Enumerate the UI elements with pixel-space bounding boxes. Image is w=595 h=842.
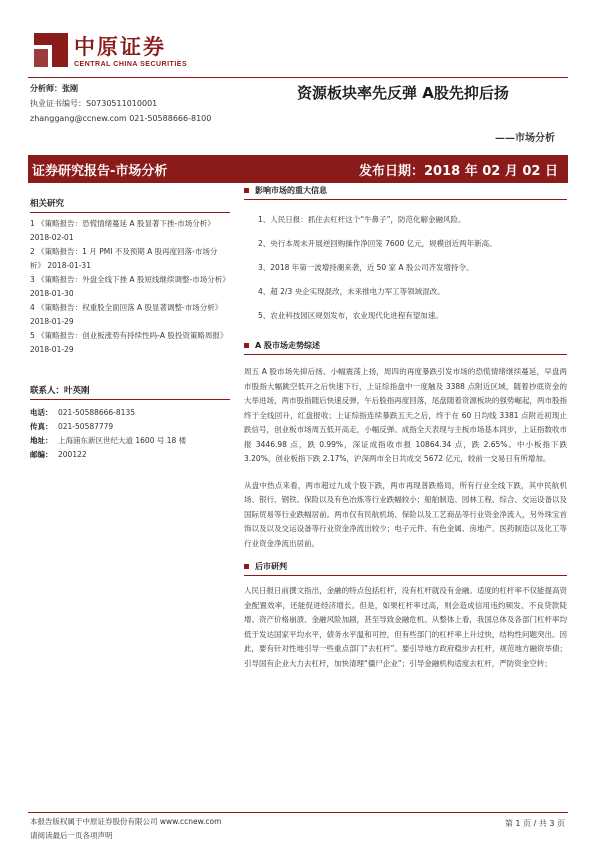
- paragraph: 人民日报日前撰文指出，金融的特点包括杠杆，没有杠杆就没有金融。适度的杠杆率不仅能提高资金配置效率，还能促进经济增长。但是，如果杠杆率过高，则会造成信用违约频发、不良贷款陡增、资产价格崩溃、金融风险加剧，甚至导致金融危机。从整体上看，我国总体及各部门杠杆率均低于发达国家平均水平，债务水平温和可控，但有些部门的杠杆率上升过快，结构性问题突出。因此，要有针对性地引导一些重点部门“去杠杆”。要引导地方政府稳步去杠杆，规范地方融资举债；引导国有企业大力去杠杆，加快清理“僵尸企业”；引导金融机构适度去杠杆，严防资金空转；: [244, 586, 567, 668]
- footer-notice: [30, 815, 221, 842]
- disclaimer-line: 请阅读最后一页各项声明: [30, 831, 113, 840]
- analyst-name: 张刚: [62, 84, 78, 93]
- report-type: 证券研究报告-市场分析: [32, 164, 168, 179]
- logo-text-en: CENTRAL CHINA SECURITIES: [74, 61, 188, 68]
- section-title: A 股市场走势综述: [255, 341, 320, 350]
- section-title: 影响市场的重大信息: [255, 186, 327, 195]
- report-banner: [28, 155, 568, 183]
- section-divider: [244, 354, 567, 355]
- list-item: 3、2018 年第一波增持潮来袭，近 50 家 A 股公司齐发增持令。: [258, 263, 474, 272]
- publish-date: 发布日期：2018 年 02 月 02 日: [359, 164, 558, 179]
- analyst-info: [30, 81, 230, 126]
- section-divider: [244, 199, 567, 200]
- section-bullet-icon: [244, 343, 249, 348]
- section-title: 后市研判: [255, 562, 287, 571]
- header-divider: [28, 77, 568, 78]
- major-info-list: [244, 214, 567, 334]
- analyst-contact: zhanggang@ccnew.com 021-50588666-8100: [30, 114, 212, 123]
- related-item: 2 《策略报告：1 月 PMI 不及预期 A 股再度回落-市场分析》 2018-01-31: [30, 247, 218, 270]
- list-item: 1、人民日报：抓住去杠杆这个“牛鼻子”，防范化解金融风险。: [258, 215, 466, 224]
- copyright-line: 本报告版权属于中原证券股份有限公司 www.ccnew.com: [30, 817, 222, 826]
- related-research-title: 相关研究: [30, 197, 230, 213]
- section-bullet-icon: [244, 564, 249, 569]
- list-item: 2、央行本周未开展逆回购操作净回笼 7600 亿元，规模创近两年新高。: [258, 239, 497, 248]
- related-item: 1 《策略报告：恐慌情绪蔓延 A 股显著下挫-市场分析》 2018-02-01: [30, 219, 215, 242]
- section-outlook: [244, 561, 567, 671]
- company-logo: [30, 27, 190, 75]
- analyst-name-line: 分析师：张刚: [30, 84, 78, 93]
- related-research: [30, 197, 230, 357]
- logo-mark-icon: [30, 27, 72, 71]
- related-item: 5 《策略报告：创业板涨势有持续性吗-A 股投资策略周报》 2018-01-29: [30, 331, 228, 354]
- analyst-cert: 执业证书编号：S0730511010001: [30, 99, 158, 108]
- contact-title: 联系人：叶英刚: [30, 384, 230, 400]
- contact-row: 邮编： 200122: [30, 450, 87, 459]
- contact-row: 地址： 上海浦东新区世纪大道 1600 号 18 楼: [30, 436, 187, 445]
- list-item: 4、超 2/3 央企实现混改，未来推电力军工等领域混改。: [258, 287, 445, 296]
- related-item: 4 《策略报告：权重股全面回落 A 股显著调整-市场分析》 2018-01-29: [30, 303, 223, 326]
- contact-row: 传真： 021-50587779: [30, 422, 114, 431]
- section-bullet-icon: [244, 188, 249, 193]
- report-title: 资源板块率先反弹 A股先抑后扬: [297, 84, 509, 102]
- contact-block: [30, 384, 230, 462]
- footer-divider: [28, 812, 568, 813]
- section-major-info: [244, 185, 567, 334]
- page-number: 第 1 页 / 共 3 页: [504, 819, 565, 828]
- main-content: [244, 185, 567, 671]
- section-divider: [244, 575, 567, 576]
- list-item: 5、农业科技园区规划发布，农业现代化进程有望加速。: [258, 311, 443, 320]
- related-item: 3 《策略报告：外盘全线下挫 A 股短线继续调整-市场分析》 2018-01-30: [30, 275, 230, 298]
- contact-row: 电话： 021-50588666-8135: [30, 408, 135, 417]
- section-market-review: [244, 340, 567, 551]
- paragraph: 周五 A 股市场先抑后扬、小幅震荡上扬，周四的再度暴跌引发市场的恐慌情绪继续蔓延，早盘两市股指大幅跳空低开之后快速下行，上证综指盘中一度触及 3388 点附近区域，随着抄底资金的大举进场，两市股指随后快速反弹，午后股指再度回落，尾盘随着资源板块的强势崛起，两市股指终于全线回升，红盘报收；上证综指连续暴跌五天之后，终于在 60 日均线 3381 点附近初现止跌信号，创业板市场周五低开高走，小幅反弹。成指全天表现与主板市场基本同步，上证指数收市报 3446.98 点，跌 0.99%，深证成指收市报 10864.34 点，跌 2.65%。中小板指下跌 3.20%，创业板指下跌 2.17%，沪深两市全日共成交 5672 亿元，较前一交易日有所增加。: [244, 367, 567, 463]
- report-subtitle: ——市场分析: [495, 133, 555, 144]
- paragraph: 从盘中热点来看，两市超过九成个股下跌，两市再现普跌格局，所有行业全线下跌，其中民航机场、银行、钢铁、保险以及有色冶炼等行业跌幅较小；船舶制造、园林工程、综合、交运设备以及国际贸易等行业跌幅居前。两市仅有民航机场、保险以及工艺商品等行业资金净流入，另外珠宝首饰以及以及交运设备等行业资金净流出较少；电子元件、有色金属、房地产、医药制造以及化工等行业资金净流出居前。: [244, 480, 567, 548]
- logo-text-cn: 中原证券: [74, 34, 166, 59]
